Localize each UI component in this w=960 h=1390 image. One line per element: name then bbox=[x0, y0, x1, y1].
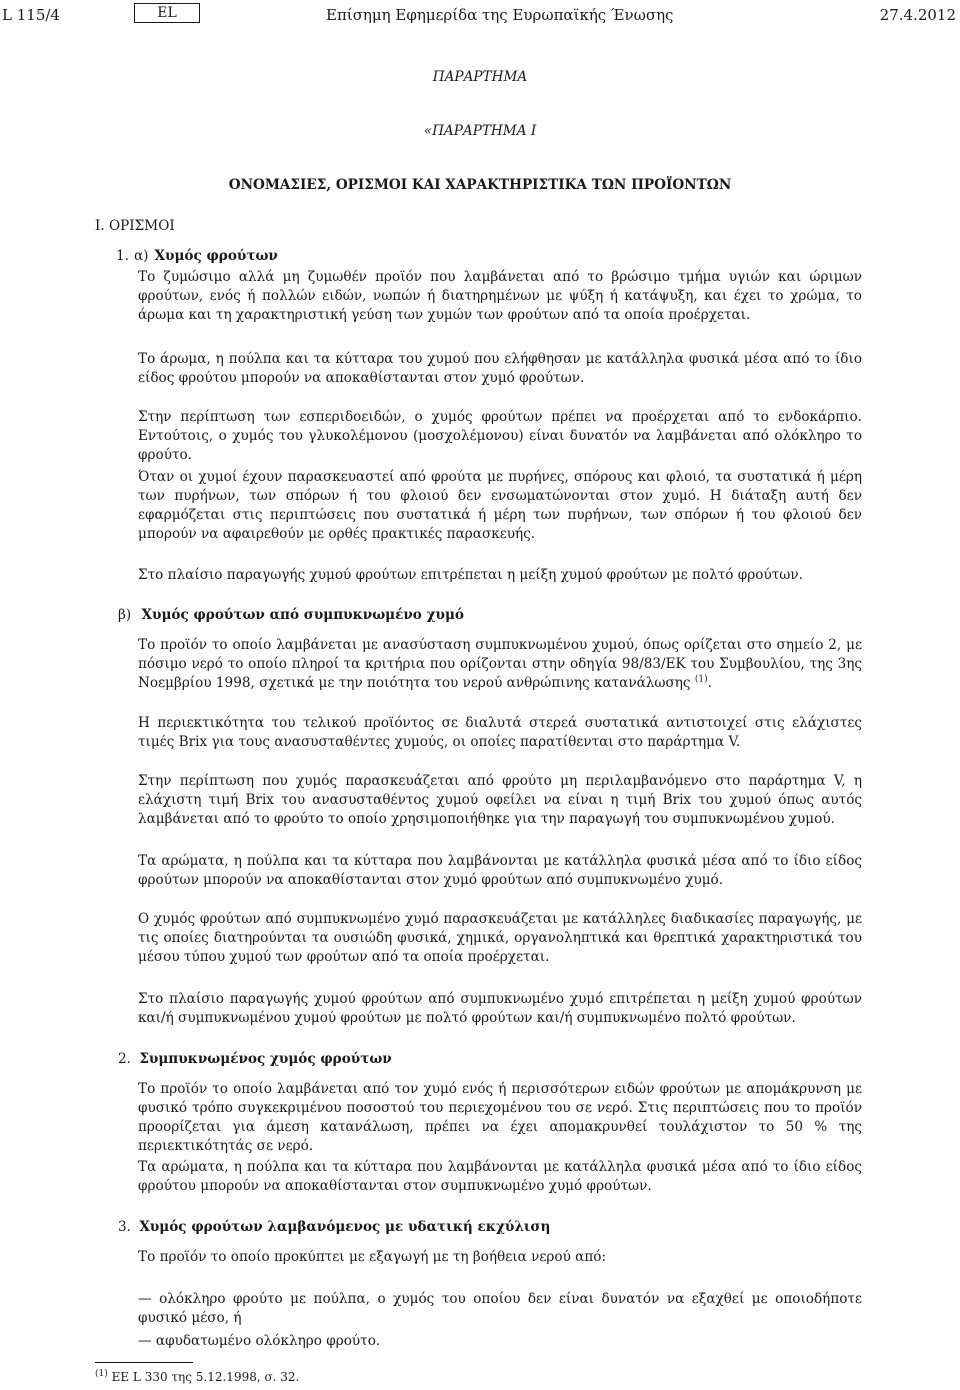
annex-one-title: «ΠΑΡΑΡΤΗΜΑ Ι bbox=[423, 123, 537, 139]
item-1a-label: α) bbox=[134, 248, 149, 264]
item-2-heading bbox=[118, 1050, 392, 1069]
paragraph: Στην περίπτωση που χυμός παρασκευάζεται από φρούτο μη περιλαμβανόμενο στο παράρτημα V, η ελάχιστη τιμή Brix του ανασυσταθέντος χυμού οφείλει να είναι η τιμή Brix του χυμού όπως αυτός λαμβάνεται από το φρούτο το οποίο χρησιμοποιήθηκε για την παραγωγή του συμπυκνωμένου χυμού. bbox=[138, 773, 862, 827]
paragraph: Στην περίπτωση των εσπεριδοειδών, ο χυμός φρούτων πρέπει να προέρχεται από το ενδοκάρπιο. Εντούτοις, ο χυμός του γλυκολέμονου (μοσχολέμονου) είναι δυνατόν να λαμβάνεται από ολόκληρο το φρούτο. bbox=[138, 409, 862, 463]
item-3-heading bbox=[118, 1218, 550, 1237]
page-header bbox=[0, 3, 960, 25]
footnote-text: ΕΕ L 330 της 5.12.1998, σ. 32. bbox=[111, 1370, 300, 1384]
paragraph: Το προϊόν το οποίο λαμβάνεται από τον χυμό ενός ή περισσότερων ειδών φρούτων με απομάκρυνση με φυσικό τρόπο συγκεκριμένου ποσοστού του περιεχομένου του σε νερό. Στις περιπτώσεις που το προϊόν προορίζεται για άμεση κατανάλωση, πρέπει να έχει απομακρυνθεί τουλάχιστον το 50 % της περιεκτικότητάς σε νερό. bbox=[138, 1081, 862, 1154]
section-heading-definitions: I. ΟΡΙΣΜΟΙ bbox=[95, 218, 175, 234]
dash-list-item: — ολόκληρο φρούτο με πούλπα, ο χυμός του οποίου δεν είναι δυνατόν να εξαχθεί με οποιοδήποτε φυσικό μέσο, ή bbox=[138, 1291, 862, 1326]
paragraph: Όταν οι χυμοί έχουν παρασκευαστεί από φρούτα με πυρήνες, σπόρους και φλοιό, τα συστατικά ή μέρη των πυρήνων, των σπόρων ή του φλοιού δεν ενσωματώνονται στον χυμό. Η διάταξη αυτή δεν εφαρμόζεται στις περιπτώσεις που συστατικά ή μέρη των πυρήνων, των σπόρων ή του φλοιού δεν μπορούν να αφαιρεθούν με ορθές πρακτικές παρασκευής. bbox=[138, 469, 862, 542]
footnote bbox=[95, 1368, 299, 1387]
paragraph: Το προϊόν το οποίο προκύπτει με εξαγωγή με τη βοήθεια νερού από: bbox=[138, 1249, 607, 1265]
item-1a-heading bbox=[134, 247, 278, 266]
publication-date: 27.4.2012 bbox=[879, 6, 956, 24]
footnote-number: (1) bbox=[95, 1369, 108, 1379]
item-1b-label: β) bbox=[118, 607, 132, 623]
paragraph bbox=[138, 636, 862, 693]
footnote-reference: (1) bbox=[694, 674, 708, 685]
journal-title: Επίσημη Εφημερίδα της Ευρωπαϊκής Ένωσης bbox=[326, 6, 674, 24]
item-3-title: Χυμός φρούτων λαμβανόμενος με υδατική εκχύλιση bbox=[139, 1219, 551, 1235]
paragraph: Ο χυμός φρούτων από συμπυκνωμένο χυμό παρασκευάζεται με κατάλληλες διαδικασίες παραγωγής, με τις οποίες διατηρούνται τα ουσιώδη φυσικά, χημικά, οργανοληπτικά και θρεπτικά χαρακτηριστικά του μέσου τύπου χυμού των φρούτων από τα οποία προέρχεται. bbox=[138, 911, 862, 965]
item-1a-title: Χυμός φρούτων bbox=[154, 248, 278, 264]
item-1b-heading bbox=[118, 606, 464, 625]
item-2-number: 2. bbox=[118, 1051, 131, 1067]
paragraph: Στο πλαίσιο παραγωγής χυμού φρούτων επιτρέπεται η μείξη χυμού φρούτων με πολτό φρούτων. bbox=[138, 567, 803, 583]
item-2-title: Συμπυκνωμένος χυμός φρούτων bbox=[139, 1051, 392, 1067]
paragraph: Τα αρώματα, η πούλπα και τα κύτταρα που λαμβάνονται με κατάλληλα φυσικά μέσα από το ίδιο είδος φρούτων μπορούν να αποκαθίστανται στον χυμό φρούτων από συμπυκνωμένο χυμό. bbox=[138, 853, 862, 888]
paragraph: Τα αρώματα, η πούλπα και τα κύτταρα που λαμβάνονται με κατάλληλα φυσικά μέσα από το ίδιο είδος φρούτου μπορούν να αποκαθίστανται στον συμπυκνωμένο χυμό φρούτων. bbox=[138, 1159, 862, 1194]
paragraph-text: Το προϊόν το οποίο λαμβάνεται με ανασύσταση συμπυκνωμένου χυμού, όπως ορίζεται στο σημείο 2, με πόσιμο νερό το οποίο πληροί τα κριτήρια που ορίζονται στην οδηγία 98/83/ΕΚ του Συμβουλίου, της 3ης Νοεμβρίου 1998, σχετικά με την ποιότητα του νερού ανθρώπινης κατανάλωσης bbox=[138, 637, 862, 691]
language-badge: EL bbox=[134, 3, 200, 23]
paragraph: Το άρωμα, η πούλπα και τα κύτταρα του χυμού που ελήφθησαν με κατάλληλα φυσικά μέσα από το ίδιο είδος φρούτου μπορούν να αποκαθίστανται στον χυμό φρούτων. bbox=[138, 351, 862, 386]
page-reference: L 115/4 bbox=[2, 6, 60, 24]
item-1-number: 1. bbox=[116, 248, 129, 264]
main-heading: ΟΝΟΜΑΣΙΕΣ, ΟΡΙΣΜΟΙ ΚΑΙ ΧΑΡΑΚΤΗΡΙΣΤΙΚΑ ΤΩΝ ΠΡΟΪΟΝΤΩΝ bbox=[228, 177, 732, 193]
footnote-divider bbox=[95, 1362, 193, 1363]
annex-title: ΠΑΡΑΡΤΗΜΑ bbox=[432, 69, 528, 85]
paragraph: Στο πλαίσιο παραγωγής χυμού φρούτων από συμπυκνωμένο χυμό επιτρέπεται η μείξη χυμού φρούτων και/ή συμπυκνωμένου χυμού φρούτων με πολτό φρούτων και/ή συμπυκνωμένο πολτό φρούτων. bbox=[138, 991, 862, 1026]
item-1b-title: Χυμός φρούτων από συμπυκνωμένο χυμό bbox=[141, 607, 464, 623]
dash-list-item: — αφυδατωμένο ολόκληρο φρούτο. bbox=[138, 1333, 381, 1349]
paragraph: Το ζυμώσιμο αλλά μη ζυμωθέν προϊόν που λαμβάνεται από το βρώσιμο τμήμα υγιών και ώριμων φρούτων, ενός ή πολλών ειδών, νωπών ή διατηρημένων με ψύξη ή κατάψυξη, και έχει το χρώμα, το άρωμα και τη χαρακτηριστική γεύση των χυμών των φρούτων από τα οποία προέρχεται. bbox=[138, 269, 862, 323]
paragraph-end: . bbox=[707, 675, 712, 691]
item-3-number: 3. bbox=[118, 1219, 131, 1235]
paragraph: Η περιεκτικότητα του τελικού προϊόντος σε διαλυτά στερεά συστατικά αντιστοιχεί στις ελάχιστες τιμές Brix για τους ανασυσταθέντες χυμούς, οι οποίες παρατίθενται στο παράρτημα V. bbox=[138, 715, 862, 750]
